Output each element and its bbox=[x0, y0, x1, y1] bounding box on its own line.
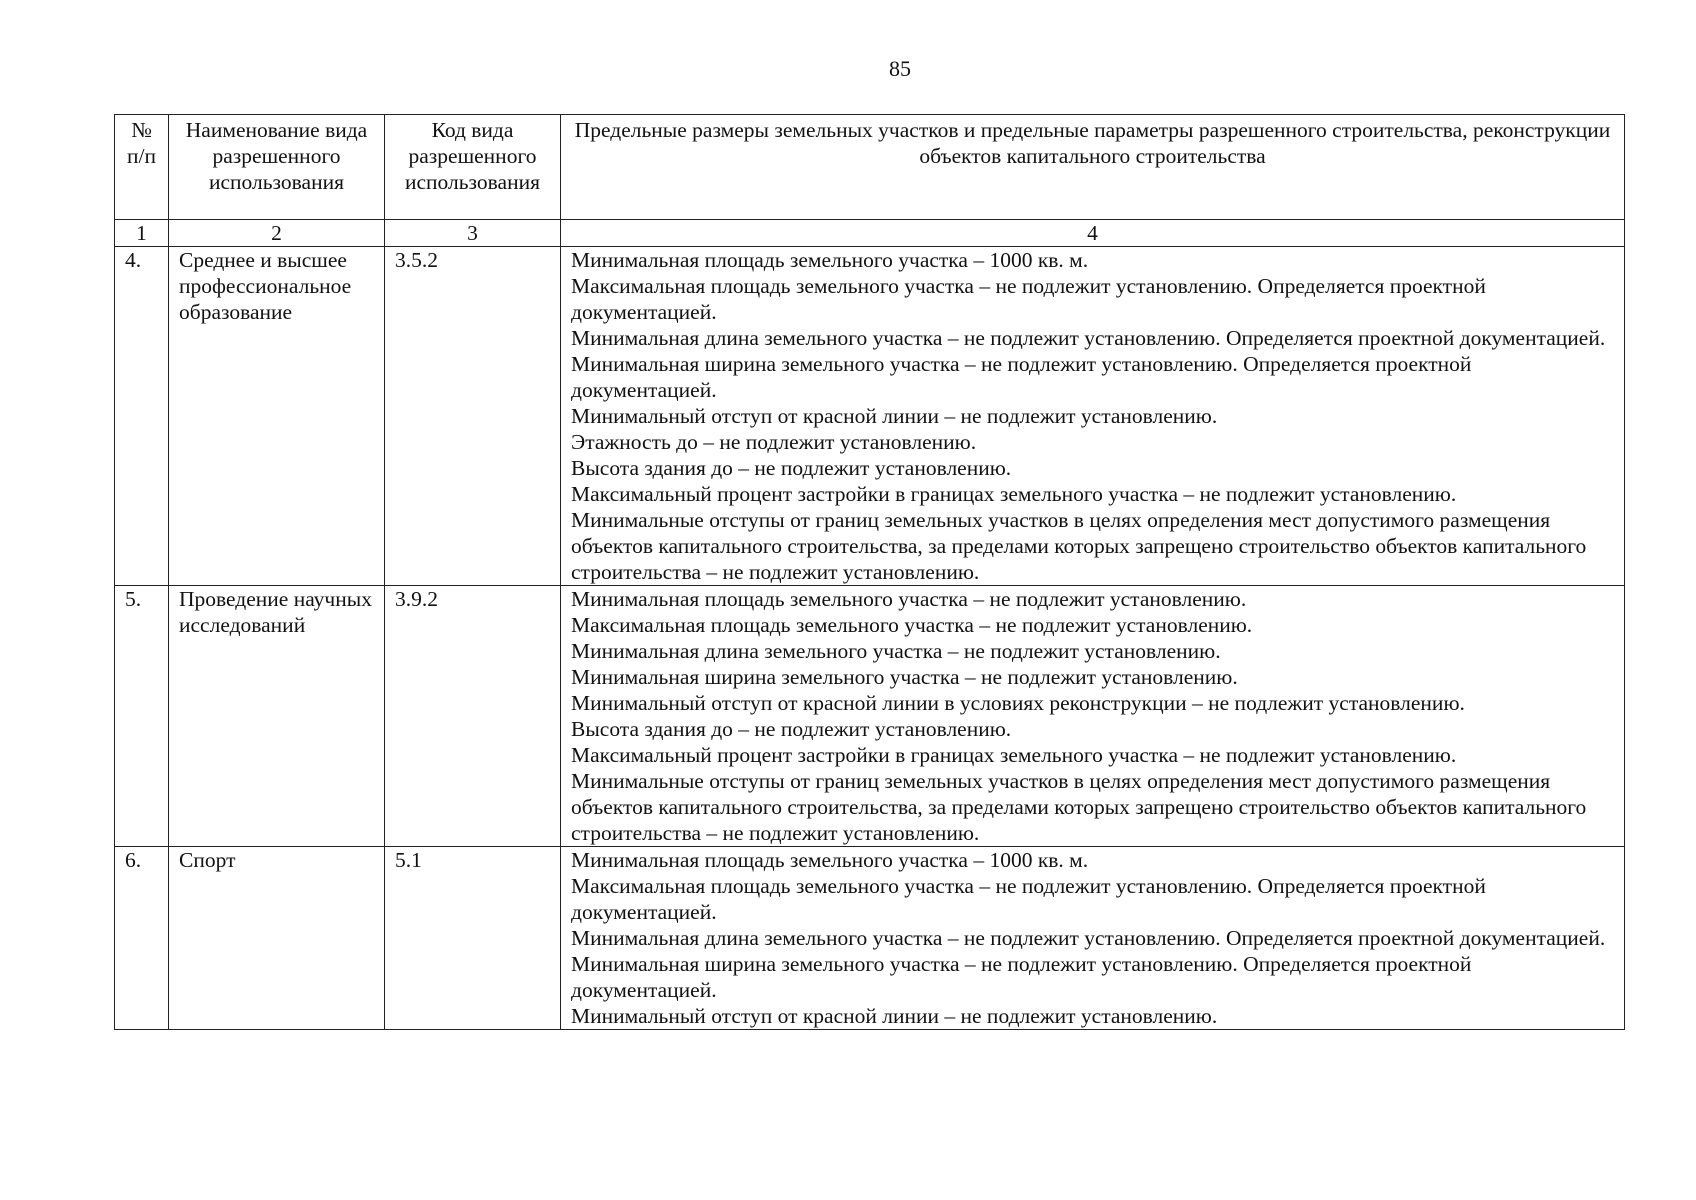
parameter-line: Минимальный отступ от красной линии – не подлежит установлению. bbox=[571, 1004, 1218, 1028]
parameters-cell bbox=[561, 586, 1625, 847]
parameter-line: Максимальный процент застройки в границах земельного участка – не подлежит установлению. bbox=[571, 482, 1457, 506]
parameter-line: Минимальная длина земельного участка – не подлежит установлению. Определяется проектной документацией. bbox=[571, 326, 1606, 350]
parameter-line: Этажность до – не подлежит установлению. bbox=[571, 430, 977, 454]
parameter-line: Минимальный отступ от красной линии – не подлежит установлению. bbox=[571, 404, 1218, 428]
parameter-line: Минимальная ширина земельного участка – не подлежит установлению. Определяется проектной документацией. bbox=[571, 952, 1472, 1002]
row-number: 5. bbox=[115, 586, 169, 847]
parameter-line: Минимальные отступы от границ земельных участков в целях определения мест допустимого размещения объектов капитального строительства, за пределами которых запрещено строительство объектов капитального строительства – не подлежит установлению. bbox=[571, 508, 1587, 584]
parameter-line: Минимальная ширина земельного участка – не подлежит установлению. Определяется проектной документацией. bbox=[571, 352, 1472, 402]
column-number-row bbox=[115, 220, 1625, 247]
parameters-cell bbox=[561, 847, 1625, 1030]
header-use-code: Код вида разрешенного использования bbox=[385, 115, 561, 220]
header-parameters: Предельные размеры земельных участков и предельные параметры разрешенного строительства, реконструкции объектов капитального строительства bbox=[561, 115, 1625, 220]
parameter-line: Минимальные отступы от границ земельных участков в целях определения мест допустимого размещения объектов капитального строительства, за пределами которых запрещено строительство объектов капитального строительства – не подлежит установлению. bbox=[571, 769, 1587, 845]
parameter-line: Минимальная длина земельного участка – не подлежит установлению. bbox=[571, 639, 1221, 663]
use-code: 3.5.2 bbox=[385, 247, 561, 586]
parameter-line: Минимальная площадь земельного участка – 1000 кв. м. bbox=[571, 848, 1089, 872]
page-number: 85 bbox=[889, 56, 911, 81]
table-row bbox=[115, 586, 1625, 847]
use-code: 3.9.2 bbox=[385, 586, 561, 847]
use-code: 5.1 bbox=[385, 847, 561, 1030]
column-number: 4 bbox=[561, 220, 1625, 247]
parameter-line: Максимальная площадь земельного участка – не подлежит установлению. bbox=[571, 613, 1253, 637]
column-number: 1 bbox=[115, 220, 169, 247]
header-use-name: Наименование вида разрешенного использования bbox=[169, 115, 385, 220]
column-number: 2 bbox=[169, 220, 385, 247]
use-name: Проведение научных исследований bbox=[169, 586, 385, 847]
parameter-line: Минимальная площадь земельного участка – не подлежит установлению. bbox=[571, 587, 1247, 611]
parameter-line: Минимальная длина земельного участка – не подлежит установлению. Определяется проектной документацией. bbox=[571, 926, 1606, 950]
column-number: 3 bbox=[385, 220, 561, 247]
zoning-parameters-table bbox=[114, 114, 1625, 1030]
parameter-line: Минимальная ширина земельного участка – не подлежит установлению. bbox=[571, 665, 1238, 689]
table-row bbox=[115, 847, 1625, 1030]
table-row bbox=[115, 247, 1625, 586]
parameter-line: Максимальная площадь земельного участка – не подлежит установлению. Определяется проектной документацией. bbox=[571, 274, 1486, 324]
use-name: Спорт bbox=[169, 847, 385, 1030]
row-number: 4. bbox=[115, 247, 169, 586]
parameters-cell bbox=[561, 247, 1625, 586]
parameter-line: Максимальная площадь земельного участка – не подлежит установлению. Определяется проектной документацией. bbox=[571, 874, 1486, 924]
parameter-line: Минимальная площадь земельного участка – 1000 кв. м. bbox=[571, 248, 1089, 272]
table-header-row bbox=[115, 115, 1625, 220]
parameter-line: Высота здания до – не подлежит установлению. bbox=[571, 717, 1012, 741]
parameter-line: Минимальный отступ от красной линии в условиях реконструкции – не подлежит установлению. bbox=[571, 691, 1465, 715]
parameter-line: Максимальный процент застройки в границах земельного участка – не подлежит установлению. bbox=[571, 743, 1457, 767]
header-number: № п/п bbox=[115, 115, 169, 220]
row-number: 6. bbox=[115, 847, 169, 1030]
parameter-line: Высота здания до – не подлежит установлению. bbox=[571, 456, 1012, 480]
table-body bbox=[115, 247, 1625, 1030]
use-name: Среднее и высшее профессиональное образование bbox=[169, 247, 385, 586]
